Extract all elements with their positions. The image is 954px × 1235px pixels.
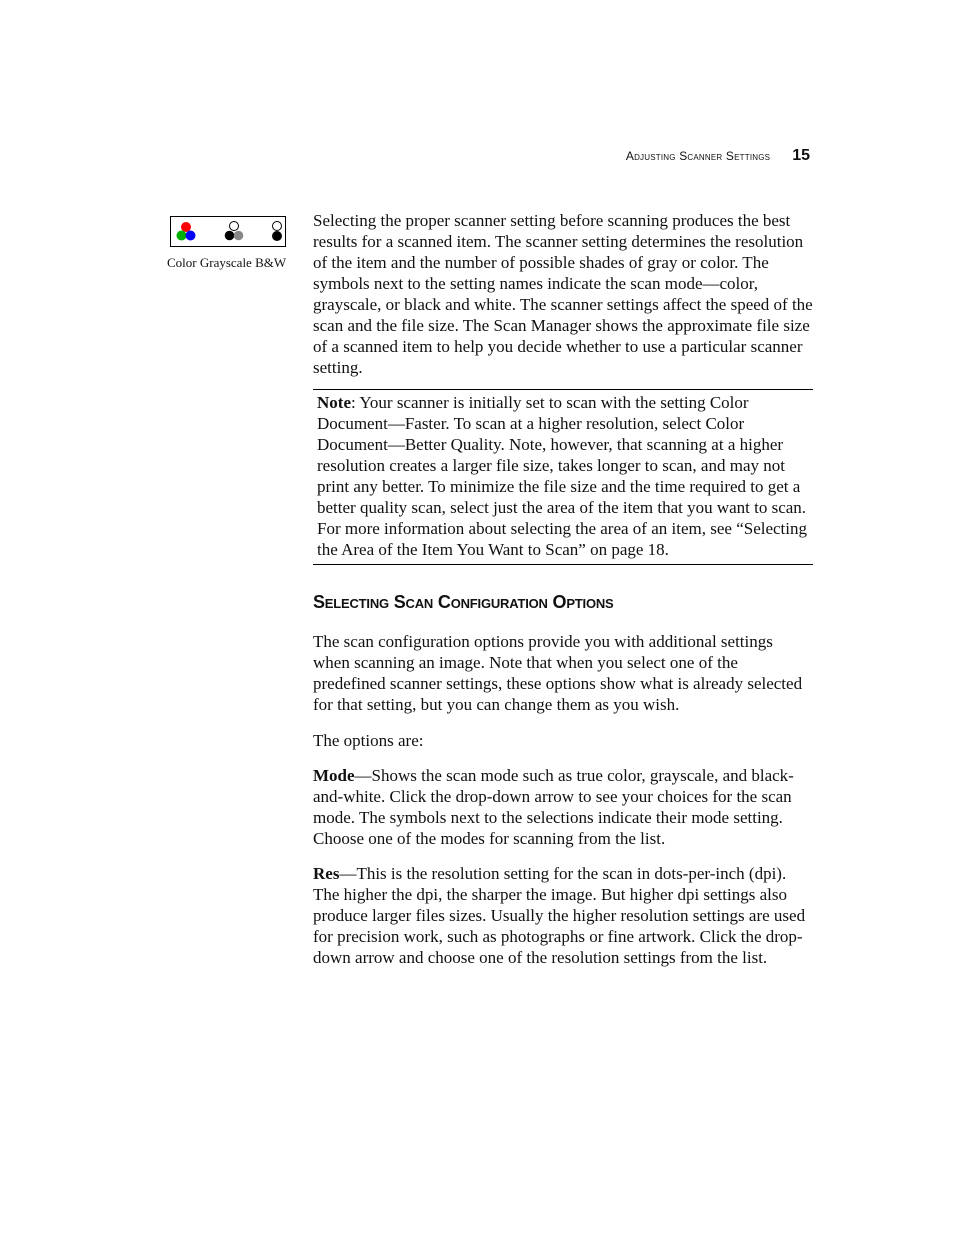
- options-intro: The options are:: [313, 731, 424, 750]
- note-box: [313, 389, 813, 565]
- note-text: : Your scanner is initially set to scan with the setting Color Document—Faster. To scan at a higher resolution, select Color Document—Better Quality. Note, however, that scanning at a higher resolution creates a larger file size, takes longer to scan, and may not print any better. To minimize the file size and the time required to get a better quality scan, select just the area of the item that you want to scan. For more information about selecting the area of an item, see “Selecting the Area of the Item You Want to Scan” on page 18.: [317, 393, 807, 559]
- icon-caption: Color Grayscale B&W: [167, 255, 287, 270]
- color-icon-blue: [186, 231, 196, 241]
- running-head: [560, 147, 810, 165]
- page-number: 15: [792, 147, 810, 164]
- color-icon-green: [177, 231, 187, 241]
- res-description: —This is the resolution setting for the scan in dots-per-inch (dpi). The higher the dpi, the sharper the image. But higher dpi settings also produce larger files sizes. Usually the higher resolution settings are used for precision work, such as photographs or fine artwork. Click the drop-down arrow and choose one of the resolution settings from the list.: [313, 864, 806, 967]
- scan-mode-icons: [170, 216, 286, 247]
- res-term: Res: [313, 864, 340, 883]
- running-head-title: Adjusting Scanner Settings: [625, 149, 771, 163]
- color-mode-icon: [177, 222, 196, 241]
- mode-option: [313, 765, 813, 849]
- intro-paragraph-block: [313, 210, 813, 378]
- section-paragraph-1: The scan configuration options provide you with additional settings when scanning an image. Note that when you select one of the predefined scanner settings, these options show what is already selected for that setting, but you can change them as you wish.: [313, 632, 803, 714]
- bw-mode-icon: [272, 222, 282, 242]
- grayscale-mode-icon: [225, 222, 244, 241]
- note-label: Note: [317, 393, 351, 412]
- intro-paragraph: Selecting the proper scanner setting before scanning produces the best results for a scanned item. The scanner setting determines the resolution of the item and the number of possible shades of gray or color. The symbols next to the setting names indicate the scan mode—color, grayscale, or black and white. The scanner settings affect the speed of the scan and the file size. The Scan Manager shows the approximate file size of a scanned item to help you decide whether to use a particular scanner setting.: [313, 211, 813, 377]
- section-heading: Selecting Scan Configuration Options: [313, 592, 614, 612]
- options-intro-block: [313, 730, 813, 751]
- section-paragraph-1-block: [313, 631, 813, 715]
- mode-term: Mode: [313, 766, 355, 785]
- res-option: [313, 863, 813, 968]
- color-icon-red: [181, 222, 191, 232]
- mode-description: —Shows the scan mode such as true color, grayscale, and black-and-white. Click the drop-down arrow to see your choices for the scan mode. The symbols next to the selections indicate their mode setting. Choose one of the modes for scanning from the list.: [313, 766, 794, 848]
